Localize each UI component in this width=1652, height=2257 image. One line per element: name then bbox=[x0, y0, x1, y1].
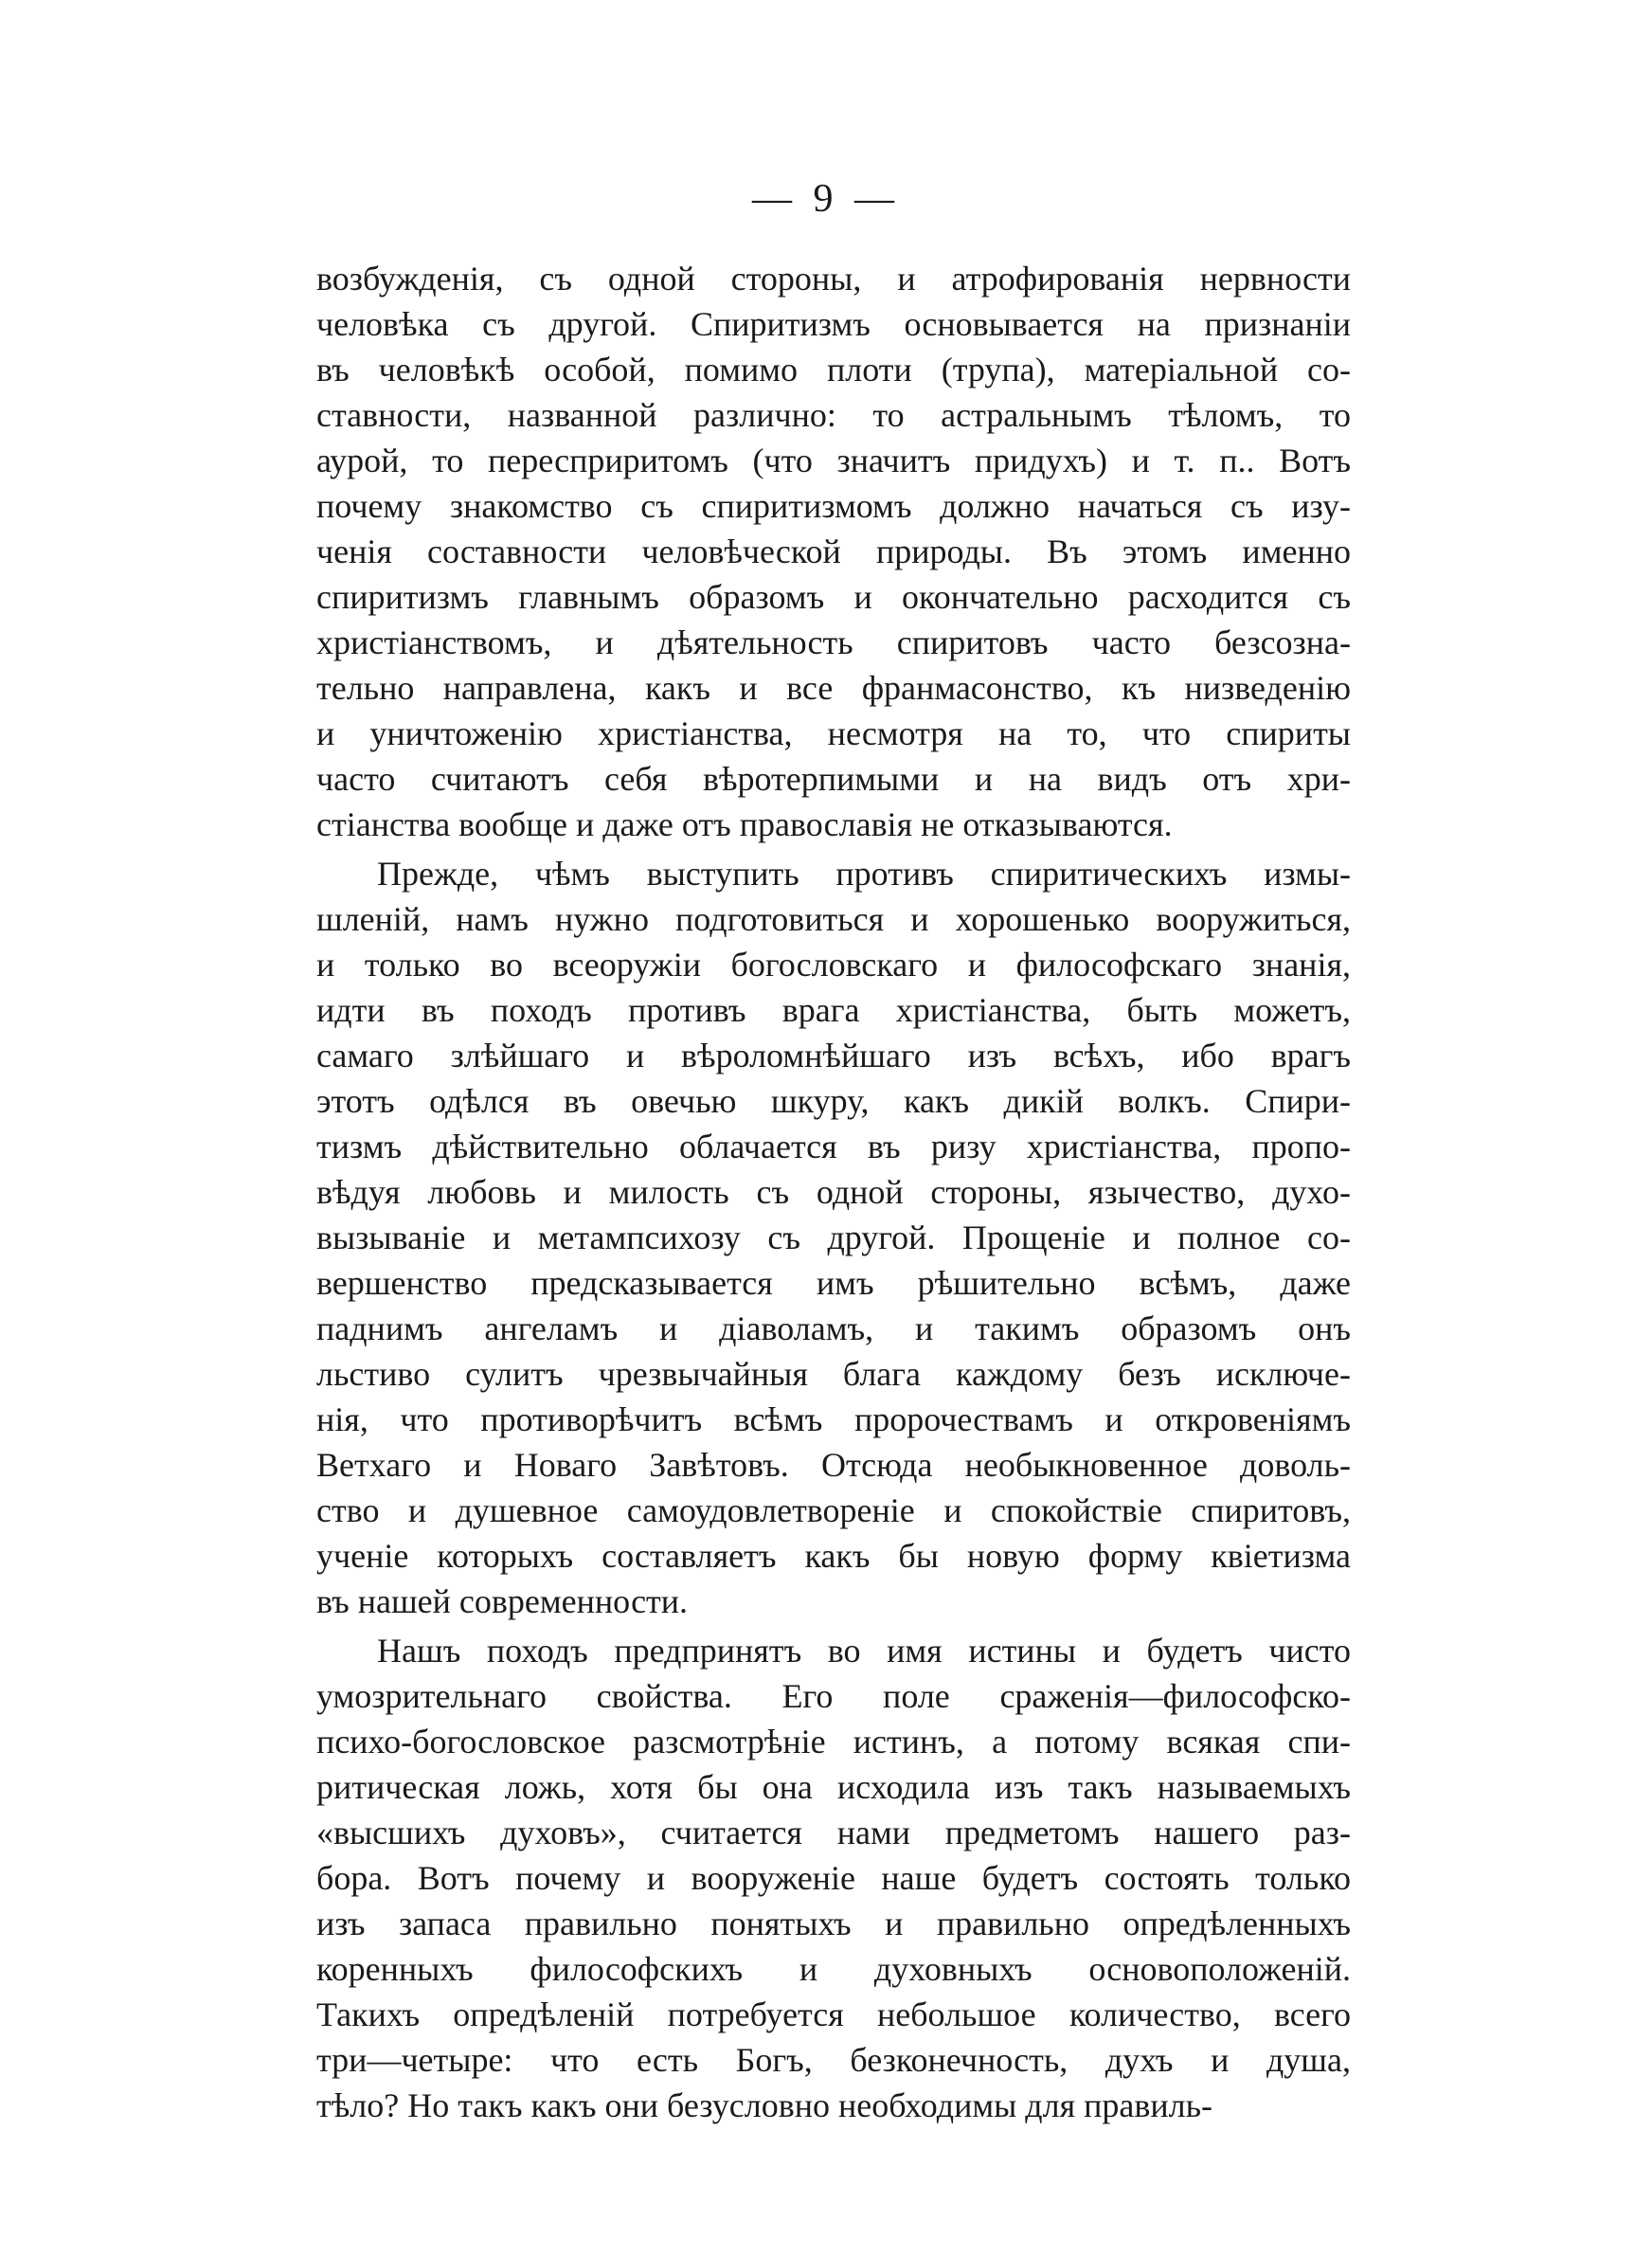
text-line: бора. Вотъ почему и вооруженіе наше будетъ состоять только bbox=[316, 1859, 1351, 1897]
text-line: ученіе которыхъ составляетъ какъ бы новую форму квіетизма bbox=[316, 1537, 1351, 1575]
text-line: Прежде, чѣмъ выступить противъ спиритическихъ измы- bbox=[377, 855, 1351, 893]
paragraph bbox=[316, 256, 1351, 847]
body-text bbox=[316, 256, 1351, 2128]
text-line: паднимъ ангеламъ и діаволамъ, и такимъ образомъ онъ bbox=[316, 1309, 1351, 1347]
text-line: вершенство предсказывается имъ рѣшительно всѣмъ, даже bbox=[316, 1264, 1351, 1302]
text-line: шленій, намъ нужно подготовиться и хорошенько вооружиться, bbox=[316, 900, 1351, 938]
text-line: возбужденія, съ одной стороны, и атрофированія нервности bbox=[316, 260, 1351, 298]
text-line: изъ запаса правильно понятыхъ и правильно опредѣленныхъ bbox=[316, 1905, 1351, 1942]
text-line: льстиво сулитъ чрезвычайныя блага каждому безъ исключе- bbox=[316, 1355, 1351, 1393]
text-line: этотъ одѣлся въ овечью шкуру, какъ дикій волкъ. Спири- bbox=[316, 1082, 1351, 1120]
text-line: въ нашей современности. bbox=[316, 1582, 689, 1620]
text-line: ставности, названной различно: то астральнымъ тѣломъ, то bbox=[316, 396, 1351, 434]
text-line: спиритизмъ главнымъ образомъ и окончательно расходится съ bbox=[316, 578, 1351, 616]
text-line: аурой, то пересприритомъ (что значитъ придухъ) и т. п.. Вотъ bbox=[316, 442, 1351, 479]
text-line: почему знакомство съ спиритизмомъ должно начаться съ изу- bbox=[316, 487, 1351, 525]
text-line: «высшихъ духовъ», считается нами предметомъ нашего раз- bbox=[316, 1814, 1351, 1851]
text-line: вѣдуя любовь и милость съ одной стороны, язычество, духо- bbox=[316, 1173, 1351, 1211]
text-line: и уничтоженію христіанства, несмотря на то, что спириты bbox=[316, 714, 1351, 752]
text-line: стіанства вообще и даже отъ православія не отказываются. bbox=[316, 805, 1173, 843]
text-line: ство и душевное самоудовлетвореніе и спокойствіе спиритовъ, bbox=[316, 1491, 1351, 1529]
text-line: Нашъ походъ предпринятъ во имя истины и будетъ чисто bbox=[377, 1632, 1351, 1670]
text-line: три—четыре: что есть Богъ, безконечность, духъ и душа, bbox=[316, 2041, 1351, 2079]
page-number: — 9 — bbox=[752, 177, 900, 221]
text-line: христіанствомъ, и дѣятельность спиритовъ часто безсозна- bbox=[316, 623, 1351, 661]
text-line: нія, что противорѣчитъ всѣмъ пророчествамъ и откровеніямъ bbox=[316, 1400, 1351, 1438]
text-line: тизмъ дѣйствительно облачается въ ризу христіанства, пропо- bbox=[316, 1128, 1351, 1165]
paragraph bbox=[316, 851, 1351, 1624]
text-line: психо-богословское разсмотрѣніе истинъ, а потому всякая спи- bbox=[316, 1723, 1351, 1760]
text-line: самаго злѣйшаго и вѣроломнѣйшаго изъ всѣхъ, ибо врагъ bbox=[316, 1037, 1351, 1074]
text-line: тѣло? Но такъ какъ они безусловно необходимы для правиль- bbox=[316, 2086, 1213, 2124]
text-line: Такихъ опредѣленій потребуется небольшое количество, всего bbox=[316, 1995, 1351, 2033]
text-line: ритическая ложь, хотя бы она исходила изъ такъ называемыхъ bbox=[316, 1768, 1351, 1806]
text-line: идти въ походъ противъ врага христіанства, быть можетъ, bbox=[316, 991, 1351, 1029]
text-line: коренныхъ философскихъ и духовныхъ основоположеній. bbox=[316, 1950, 1351, 1988]
text-line: въ человѣкѣ особой, помимо плоти (трупа), матеріальной со- bbox=[316, 351, 1351, 388]
text-line: ченія составности человѣческой природы. Въ этомъ именно bbox=[316, 533, 1351, 570]
paragraph bbox=[316, 1628, 1351, 2128]
text-line: часто считаютъ себя вѣротерпимыми и на видъ отъ хри- bbox=[316, 760, 1351, 798]
text-line: и только во всеоружіи богословскаго и философскаго знанія, bbox=[316, 946, 1351, 984]
text-line: Ветхаго и Новаго Завѣтовъ. Отсюда необыкновенное доволь- bbox=[316, 1446, 1351, 1484]
text-line: тельно направлена, какъ и все франмасонство, къ низведенію bbox=[316, 669, 1351, 707]
text-line: человѣка съ другой. Спиритизмъ основывается на признаніи bbox=[316, 305, 1351, 343]
text-line: вызываніе и метампсихозу съ другой. Прощеніе и полное со- bbox=[316, 1219, 1351, 1256]
text-line: умозрительнаго свойства. Его поле сраженія—философско- bbox=[316, 1677, 1351, 1715]
